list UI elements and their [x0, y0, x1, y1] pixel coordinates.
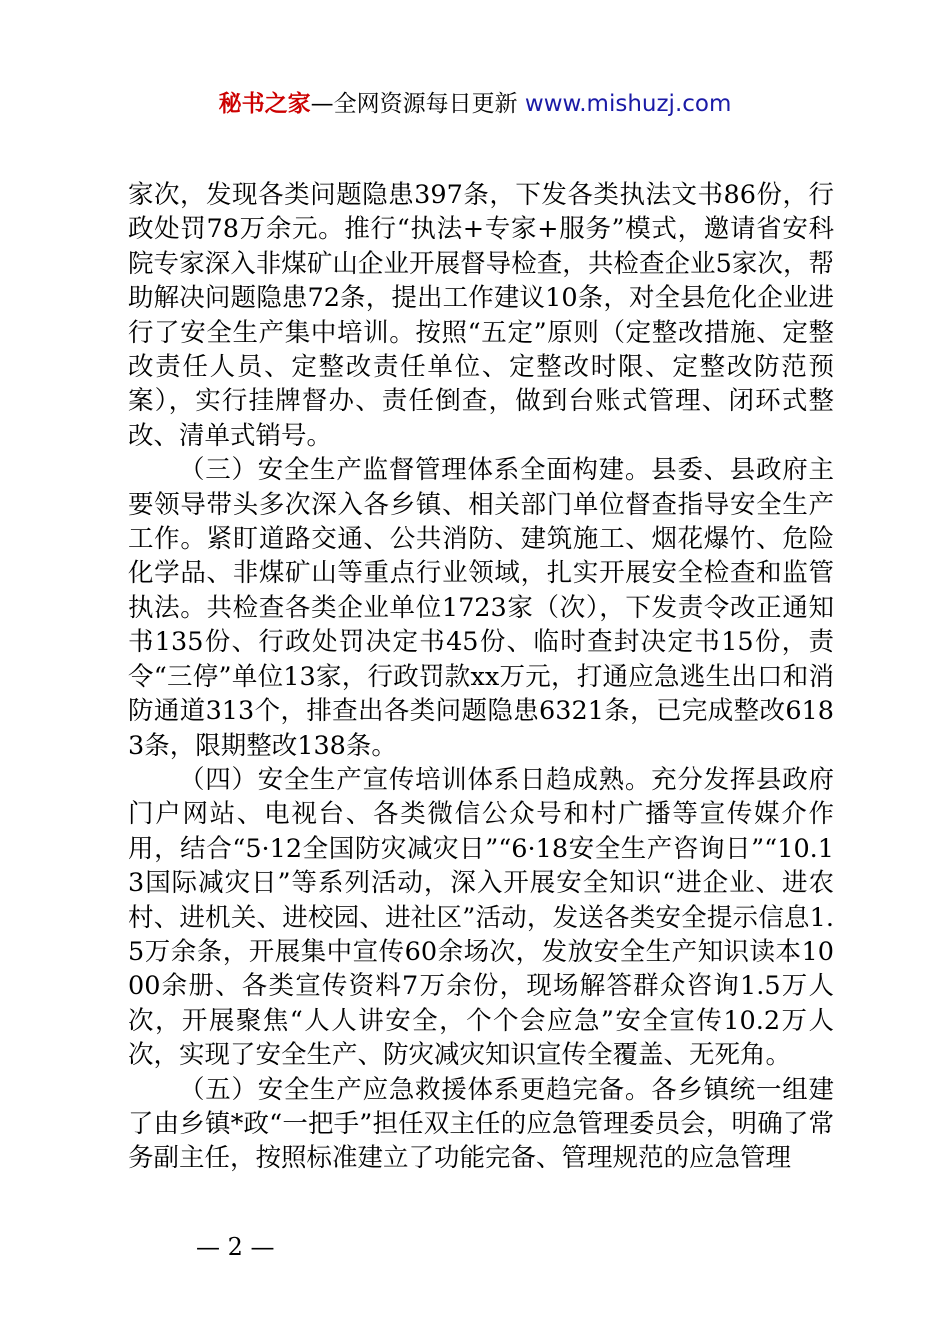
- site-brand[interactable]: 秘书之家: [218, 91, 311, 117]
- site-url-link[interactable]: www.mishuzj.com: [524, 91, 732, 117]
- body-paragraph-section-3: （三）安全生产监督管理体系全面构建。县委、县政府主要领导带头多次深入各乡镇、相关部门单位督查指导安全生产工作。紧盯道路交通、公共消防、建筑施工、烟花爆竹、危险化学品、非煤矿山等重点行业领域，扎实开展安全检查和监管执法。共检查各类企业单位1723家（次），下发责令改正通知书135份、行政处罚决定书45份、临时查封决定书15份，责令“三停”单位13家，行政罚款xx万元，打通应急逃生出口和消防通道313个，排查出各类问题隐患6321条，已完成整改6183条，限期整改138条。: [128, 455, 834, 761]
- page-number: — 2 —: [196, 1233, 275, 1261]
- body-paragraph-section-5: （五）安全生产应急救援体系更趋完备。各乡镇统一组建了由乡镇*政“一把手”担任双主任的应急管理委员会，明确了常务副主任，按照标准建立了功能完备、管理规范的应急管理: [128, 1074, 834, 1174]
- body-paragraph-section-4: （四）安全生产宣传培训体系日趋成熟。充分发挥县政府门户网站、电视台、各类微信公众号和村广播等宣传媒介作用，结合“5·12全国防灾减灾日”“6·18安全生产咨询日”“10.13国际减灾日”等系列活动，深入开展安全知识“进企业、进农村、进机关、进校园、进社区”活动，发送各类安全提示信息1.5万余条，开展集中宣传60余场次，发放安全生产知识读本1000余册、各类宣传资料7万余份，现场解答群众咨询1.5万人次，开展聚焦“人人讲安全，个个会应急”安全宣传10.2万人次，实现了安全生产、防灾减灾知识宣传全覆盖、无死角。: [128, 764, 834, 1071]
- body-paragraph-continued: 家次，发现各类问题隐患397条，下发各类执法文书86份，行政处罚78万余元。推行“执法+专家+服务”模式，邀请省安科院专家深入非煤矿山企业开展督导检查，共检查企业5家次，帮助解决问题隐患72条，提出工作建议10条，对全县危化企业进行了安全生产集中培训。按照“五定”原则（定整改措施、定整改责任人员、定整改责任单位、定整改时限、定整改防范预案），实行挂牌督办、责任倒查，做到台账式管理、闭环式整改、清单式销号。: [128, 180, 834, 451]
- document-body: [128, 178, 834, 1176]
- header-tagline: —全网资源每日更新: [310, 91, 525, 117]
- page-header: [0, 88, 950, 120]
